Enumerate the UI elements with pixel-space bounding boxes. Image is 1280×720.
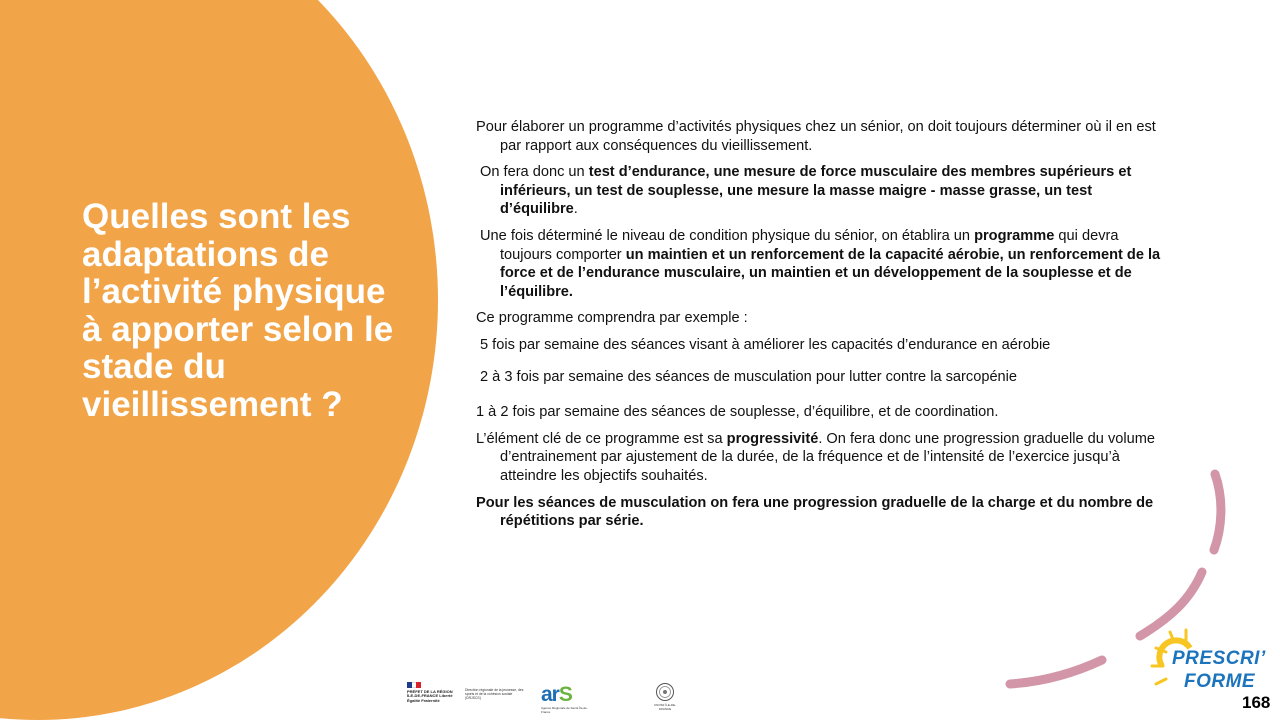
prefet-text: PRÉFET DE LA RÉGION ÎLE-DE-FRANCE Liberté Égalité Fraternité: [407, 689, 453, 703]
page-number: 168: [1242, 693, 1271, 712]
french-flag-icon: [407, 682, 421, 688]
paragraph-endurance: 5 fois par semaine des séances visant à améliorer les capacités d’endurance en aérobie: [480, 336, 1051, 353]
paragraph-progressivite: L’élément clé de ce programme est sa progressivité. On fera donc une progression graduelle du volume d’entrainement par ajustement de la durée, de la fréquence et de l’intensité de l’exercice jusqu’à atteindre les objectifs souhaités.: [476, 430, 1155, 484]
forme-text: FORME: [1184, 671, 1256, 692]
olympic-emblem-logo: CNOSF ÎLE-DE-FRANCE: [651, 682, 679, 714]
arc-dash-top: [1214, 474, 1221, 550]
paragraph-programme: Une fois déterminé le niveau de condition physique du sénior, on établira un programme qui devra toujours comporter un maintien et un renforcement de la capacité aérobie, un renforcement de la force et de l’endurance musculaire, un maintien et un développement de la souplesse et de l’équilibre.: [480, 227, 1161, 300]
paragraph-musculation: 2 à 3 fois par semaine des séances de musculation pour lutter contre la sarcopénie: [480, 368, 1018, 385]
tests-list: test d’endurance, une mesure de force musculaire des membres supérieurs et inférieurs, un test de souplesse, une mesure la masse maigre - masse grasse, un test d’équilibre: [500, 164, 1132, 218]
arc-dash-middle: [1140, 572, 1202, 636]
paragraph-intro: Pour élaborer un programme d’activités physiques chez un sénior, on doit toujours déterminer où il en est par rapport aux conséquences du vieillissement.: [476, 119, 1156, 154]
paragraph-tests: On fera donc un test d’endurance, une mesure de force musculaire des membres supérieurs et inférieurs, un test de souplesse, une mesure la masse maigre - masse grasse, un test d’équilibre.: [480, 164, 1132, 218]
prescriforme-logo: [1150, 628, 1266, 700]
partner-logos: [405, 680, 695, 716]
emblem-icon: [651, 682, 679, 704]
paragraph-example-intro: Ce programme comprendra par exemple :: [476, 310, 748, 327]
progressivite-keyword: progressivité: [726, 430, 819, 447]
ars-logo: arS Agence Régionale de Santé Île-de-France: [541, 683, 588, 714]
slide-title: Quelles sont les adaptations de l’activité physique à apporter selon le stade du vieillissement ?: [82, 197, 394, 424]
programme-keyword: programme: [974, 227, 1055, 244]
prescri-text: PRESCRI’: [1172, 648, 1266, 669]
prefet-logo: [405, 682, 457, 714]
programme-content: un maintien et un renforcement de la capacité aérobie, un renforcement de la force et de l’endurance musculaire, un maintien et un développement de la souplesse et de l’équilibre.: [500, 246, 1161, 300]
drjscs-text: Direction régionale de la jeunesse, des sports et de la cohésion sociale (DRJSCS): [465, 688, 524, 700]
paragraph-musculation-progression: Pour les séances de musculation on fera une progression graduelle de la charge et du nombre de répétitions par série.: [476, 494, 1154, 530]
paragraph-souplesse: 1 à 2 fois par semaine des séances de souplesse, d’équilibre, et de coordination.: [476, 404, 999, 421]
arc-dash-bottom: [1010, 660, 1102, 684]
